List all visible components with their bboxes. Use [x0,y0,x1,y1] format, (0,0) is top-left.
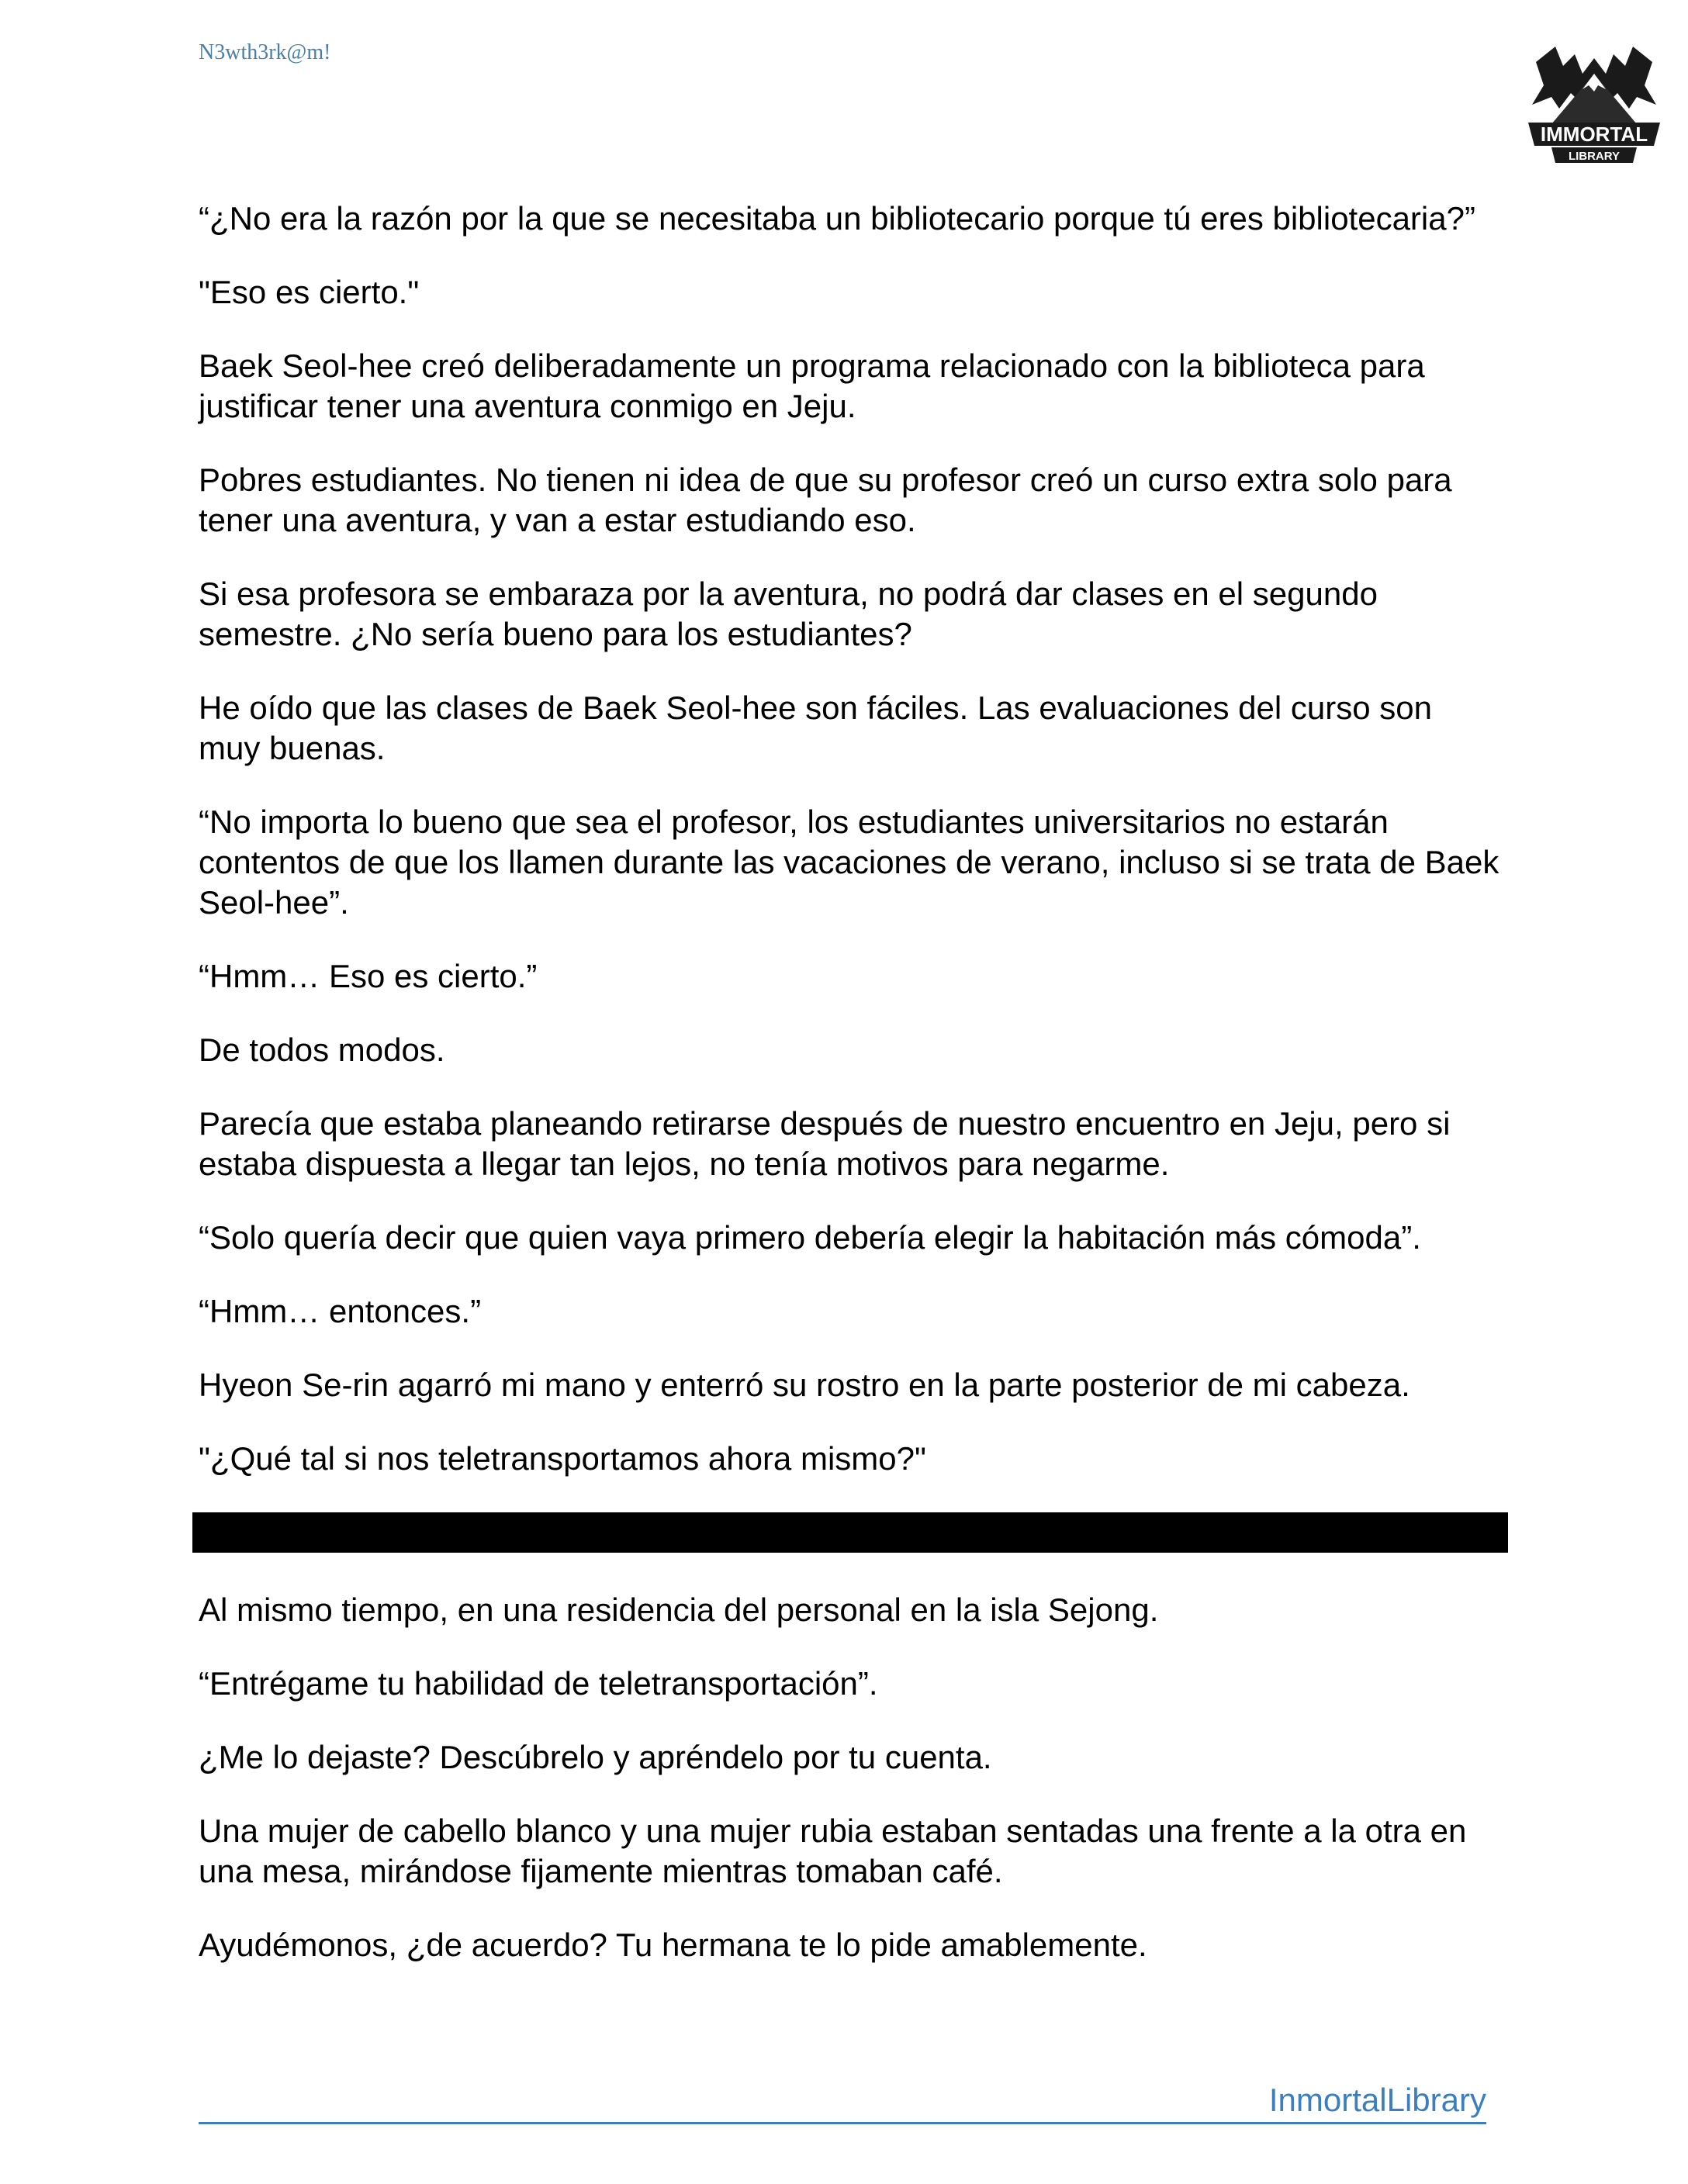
paragraph: Hyeon Se-rin agarró mi mano y enterró su rostro en la parte posterior de mi cabeza. [199,1367,1410,1403]
watermark-text: N3wth3rk@m! [199,40,331,64]
footer [199,2082,1486,2124]
paragraph: “Solo quería decir que quien vaya primero debería elegir la habitación más cómoda”. [199,1219,1421,1256]
paragraph: De todos modos. [199,1032,445,1068]
paragraph: “Hmm… Eso es cierto.” [199,958,538,994]
immortal-library-logo [1520,31,1668,167]
paragraph: Ayudémonos, ¿de acuerdo? Tu hermana te lo pide amablemente. [199,1927,1147,1963]
paragraph: Si esa profesora se embaraza por la aventura, no podrá dar clases en el segundo semestre. ¿No sería bueno para los estudiantes? [199,575,1378,652]
logo-line2: LIBRARY [1568,150,1621,163]
paragraph: He oído que las clases de Baek Seol-hee son fáciles. Las evaluaciones del curso son muy buenas. [199,689,1432,766]
scene-break-bar [192,1512,1508,1553]
paragraph: Al mismo tiempo, en una residencia del personal en la isla Sejong. [199,1591,1159,1628]
paragraph: "¿Qué tal si nos teletransportamos ahora mismo?" [199,1440,926,1477]
logo-line1: IMMORTAL [1540,123,1648,146]
logo-emblem-icon [1520,31,1668,167]
paragraph: Pobres estudiantes. No tienen ni idea de que su profesor creó un curso extra solo para tener una aventura, y van a estar estudiando eso. [199,461,1452,538]
footer-link[interactable]: InmortalLibrary [1268,2082,1486,2118]
paragraph: ¿Me lo dejaste? Descúbrelo y apréndelo por tu cuenta. [199,1739,992,1775]
paragraph: “¿No era la razón por la que se necesitaba un bibliotecario porque tú eres bibliotecaria?” [199,200,1475,237]
paragraph: “Hmm… entonces.” [199,1293,482,1329]
paragraph: "Eso es cierto." [199,274,420,310]
paragraph: Baek Seol-hee creó deliberadamente un programa relacionado con la biblioteca para justificar tener una aventura conmigo en Jeju. [199,347,1425,424]
paragraph: Parecía que estaba planeando retirarse después de nuestro encuentro en Jeju, pero si estaba dispuesta a llegar tan lejos, no tenía motivos para negarme. [199,1105,1451,1182]
paragraph: Una mujer de cabello blanco y una mujer rubia estaban sentadas una frente a la otra en una mesa, mirándose fijamente mientras tomaban café. [199,1813,1467,1889]
paragraph: “Entrégame tu habilidad de teletransportación”. [199,1665,878,1702]
paragraph: “No importa lo bueno que sea el profesor, los estudiantes universitarios no estarán contentos de que los llamen durante las vacaciones de verano, incluso si se trata de Baek Seol-hee”. [199,803,1499,921]
chapter-body [199,199,1502,1999]
